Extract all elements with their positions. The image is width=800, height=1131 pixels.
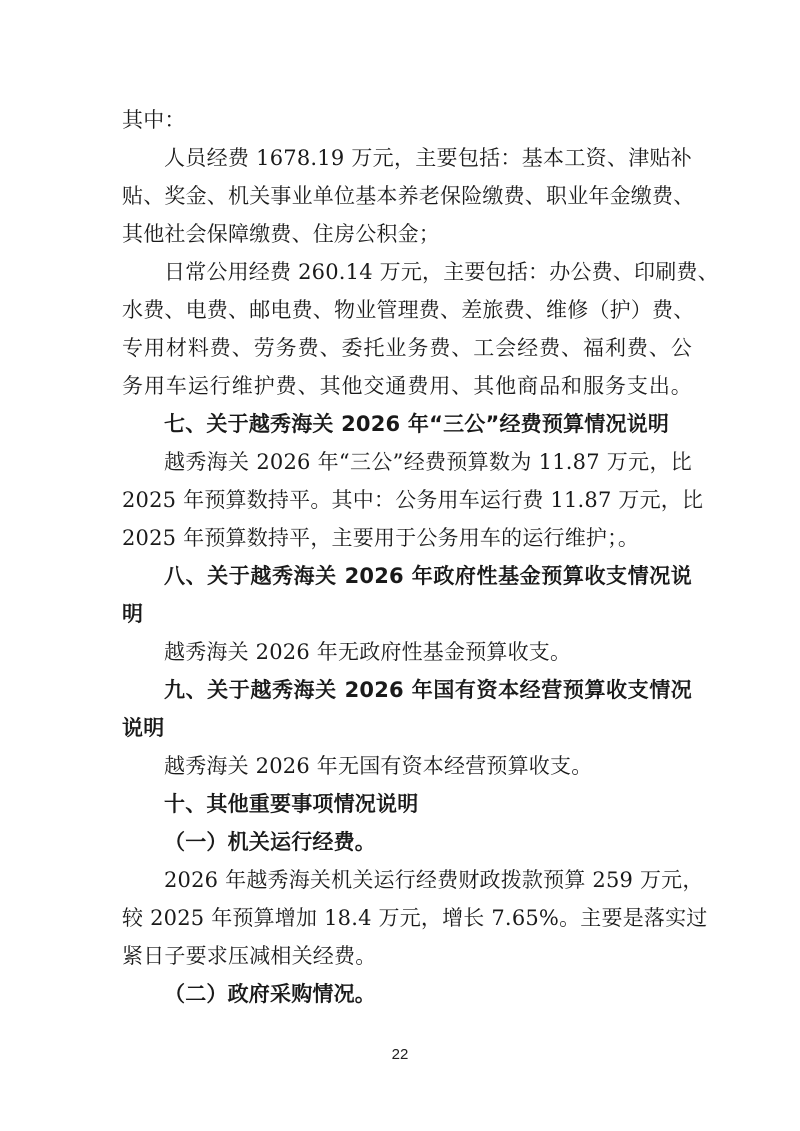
- paragraph-line: 务用车运行维护费、其他交通费用、其他商品和服务支出。: [122, 374, 692, 398]
- paragraph-line: 日常公用经费 260.14 万元，主要包括：办公费、印刷费、: [164, 260, 719, 284]
- section-heading: 八、关于越秀海关 2026 年政府性基金预算收支情况说: [164, 564, 692, 588]
- paragraph-line: 较 2025 年预算增加 18.4 万元，增长 7.65%。主要是落实过: [122, 906, 708, 930]
- section-heading: 说明: [122, 716, 165, 740]
- section-heading: 明: [122, 602, 144, 626]
- page-number: 22: [391, 1046, 409, 1063]
- paragraph-line: 2025 年预算数持平。其中：公务用车运行费 11.87 万元，比: [122, 488, 704, 512]
- paragraph-line: 越秀海关 2026 年“三公”经费预算数为 11.87 万元，比: [164, 450, 692, 474]
- paragraph-line: 紧日子要求压减相关经费。: [122, 944, 377, 968]
- subsection-heading: （二）政府采购情况。: [164, 981, 376, 1006]
- subsection-heading: （一）机关运行经费。: [164, 829, 376, 854]
- paragraph-line: 越秀海关 2026 年无国有资本经营预算收支。: [164, 754, 593, 778]
- paragraph-line: 其他社会保障缴费、住房公积金；: [122, 222, 440, 246]
- paragraph-line: 其中：: [122, 108, 186, 132]
- paragraph-line: 2025 年预算数持平，主要用于公务用车的运行维护；。: [122, 526, 640, 550]
- paragraph-line: 2026 年越秀海关机关运行经费财政拨款预算 259 万元，: [164, 868, 704, 892]
- paragraph-line: 水费、电费、邮电费、物业管理费、差旅费、维修（护）费、: [122, 298, 695, 322]
- paragraph-line: 专用材料费、劳务费、委托业务费、工会经费、福利费、公: [122, 336, 692, 360]
- section-heading: 十、其他重要事项情况说明: [164, 792, 419, 816]
- section-heading: 七、关于越秀海关 2026 年“三公”经费预算情况说明: [164, 412, 670, 436]
- paragraph-line: 人员经费 1678.19 万元，主要包括：基本工资、津贴补: [164, 146, 692, 170]
- paragraph-line: 贴、奖金、机关事业单位基本养老保险缴费、职业年金缴费、: [122, 184, 695, 208]
- section-heading: 九、关于越秀海关 2026 年国有资本经营预算收支情况: [164, 678, 692, 702]
- paragraph-line: 越秀海关 2026 年无政府性基金预算收支。: [164, 640, 572, 664]
